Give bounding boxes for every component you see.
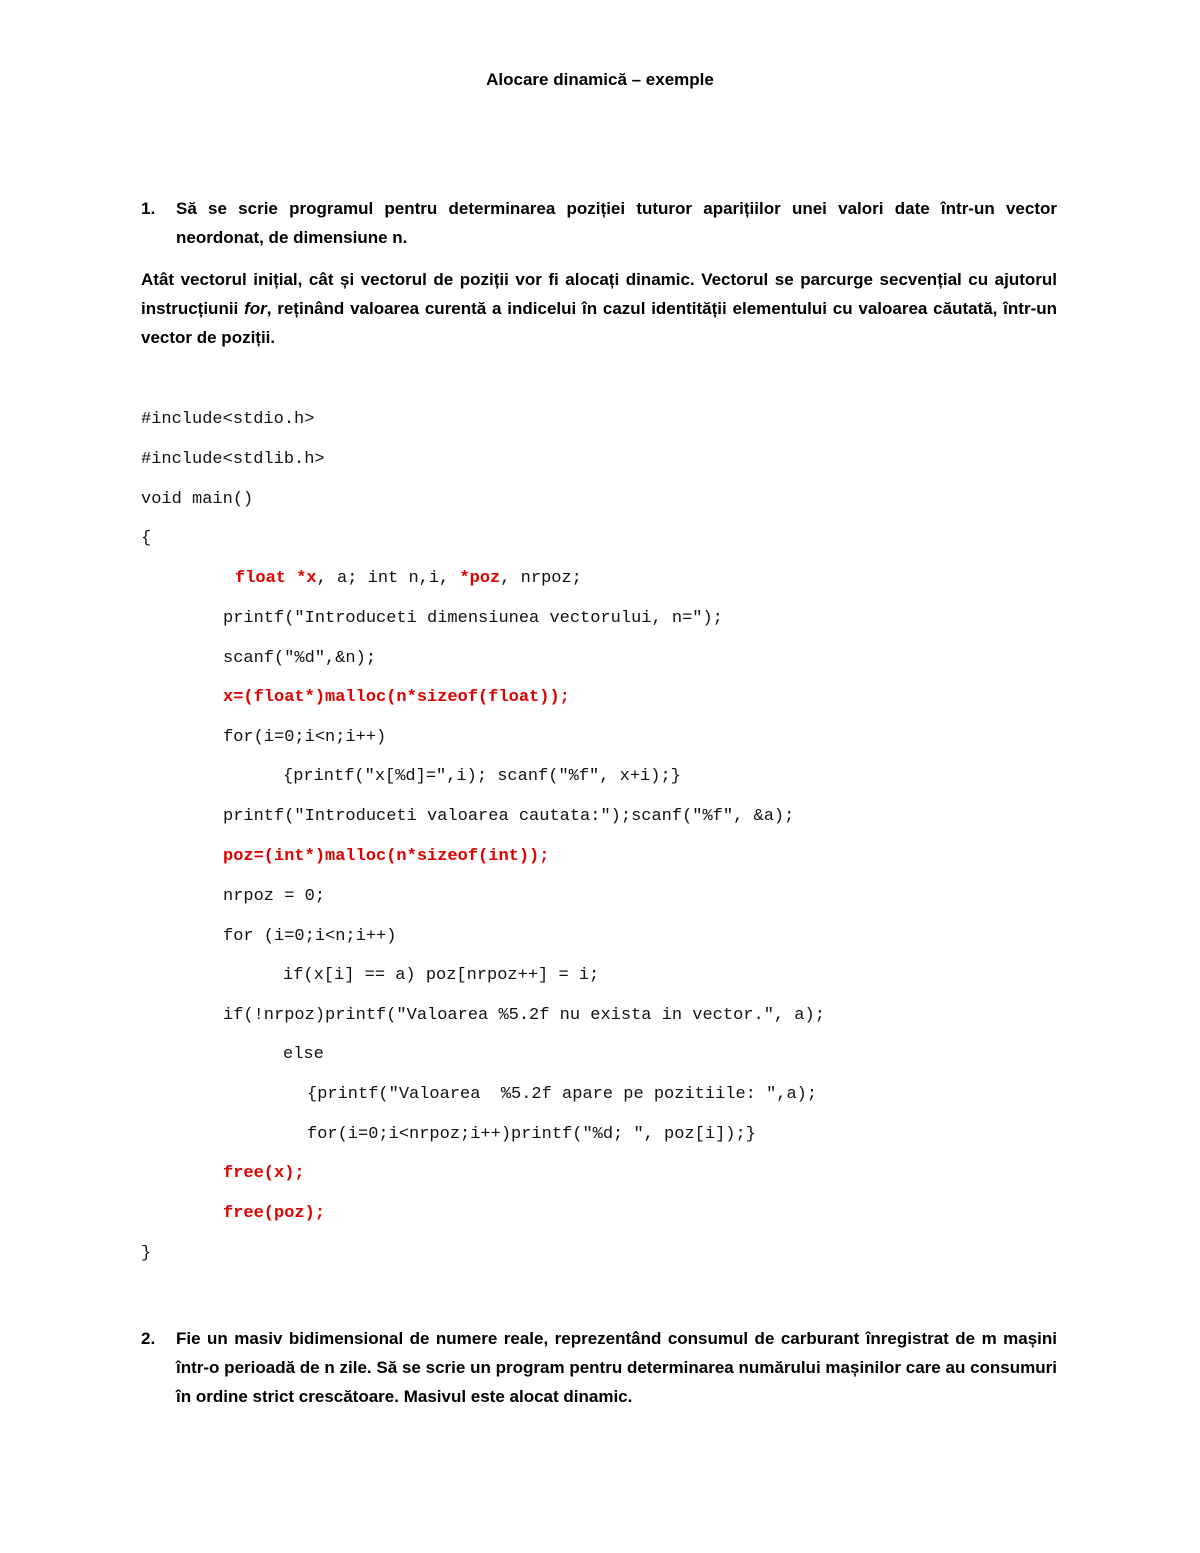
problem-2-text: Fie un masiv bidimensional de numere reale, reprezentând consumul de carburant înregistrat de m mașini într-o perioadă de n zile. Să se scrie un program pentru determinarea numărului mașinilor care au consumuri în ordine strict crescătoare. Masivul este alocat dinamic. (176, 1329, 1057, 1406)
code-line: if(x[i] == a) poz[nrpoz++] = i; (283, 966, 600, 985)
code-line: {printf("Valoarea %5.2f apare pe pozitiile: ",a); (307, 1085, 818, 1104)
code-line: #include<stdio.h> (141, 410, 315, 429)
code-line: for(i=0;i<n;i++) (223, 728, 387, 747)
code-line: for (i=0;i<n;i++) (223, 927, 397, 946)
explanation-for-keyword: for (244, 299, 267, 318)
code-token-x-pointer: *x (296, 569, 317, 588)
code-line: scanf("%d",&n); (223, 649, 377, 668)
explanation-text-start: Atât vectorul inițial, cât și vectorul de poziții vor fi alocați dinamic. Vectorul se parcurge secvențial cu ajutorul instrucțiunii (141, 270, 1057, 318)
code-line-malloc-poz: poz=(int*)malloc(n*sizeof(int)); (223, 847, 550, 866)
code-line: void main() (141, 490, 254, 509)
problem-1 (141, 194, 1057, 252)
problem-1-text: Să se scrie programul pentru determinarea poziției tuturor aparițiilor unei valori date într-un vector neordonat, de dimensiune n. (176, 199, 1057, 247)
code-token-float: float (235, 569, 287, 588)
code-line: printf("Introduceti valoarea cautata:");scanf("%f", &a); (223, 807, 795, 826)
problem-2-number: 2. (141, 1329, 156, 1348)
page-title: Alocare dinamică – exemple (486, 70, 714, 89)
code-line-declaration: float *x, a; int n,i, *poz, nrpoz; (235, 569, 582, 588)
code-line-free-x: free(x); (223, 1164, 305, 1183)
code-line-malloc-x: x=(float*)malloc(n*sizeof(float)); (223, 688, 570, 707)
code-token-poz-pointer: *poz (459, 569, 501, 588)
code-line: if(!nrpoz)printf("Valoarea %5.2f nu exista in vector.", a); (223, 1006, 825, 1025)
code-line: for(i=0;i<nrpoz;i++)printf("%d; ", poz[i]);} (307, 1125, 756, 1144)
code-line: #include<stdlib.h> (141, 450, 325, 469)
problem-1-explanation (141, 265, 1057, 352)
code-line: {printf("x[%d]=",i); scanf("%f", x+i);} (283, 767, 681, 786)
explanation-text-end: , reținând valoarea curentă a indicelui în cazul identității elementului cu valoarea căutată, într-un vector de poziții. (141, 299, 1057, 347)
code-line: } (141, 1244, 152, 1263)
code-line: else (283, 1045, 324, 1064)
code-line: { (141, 529, 152, 548)
problem-1-number: 1. (141, 199, 156, 218)
problem-2 (141, 1324, 1057, 1411)
code-line-free-poz: free(poz); (223, 1204, 326, 1223)
code-line: printf("Introduceti dimensiunea vectorului, n="); (223, 609, 723, 628)
code-line: nrpoz = 0; (223, 887, 326, 906)
